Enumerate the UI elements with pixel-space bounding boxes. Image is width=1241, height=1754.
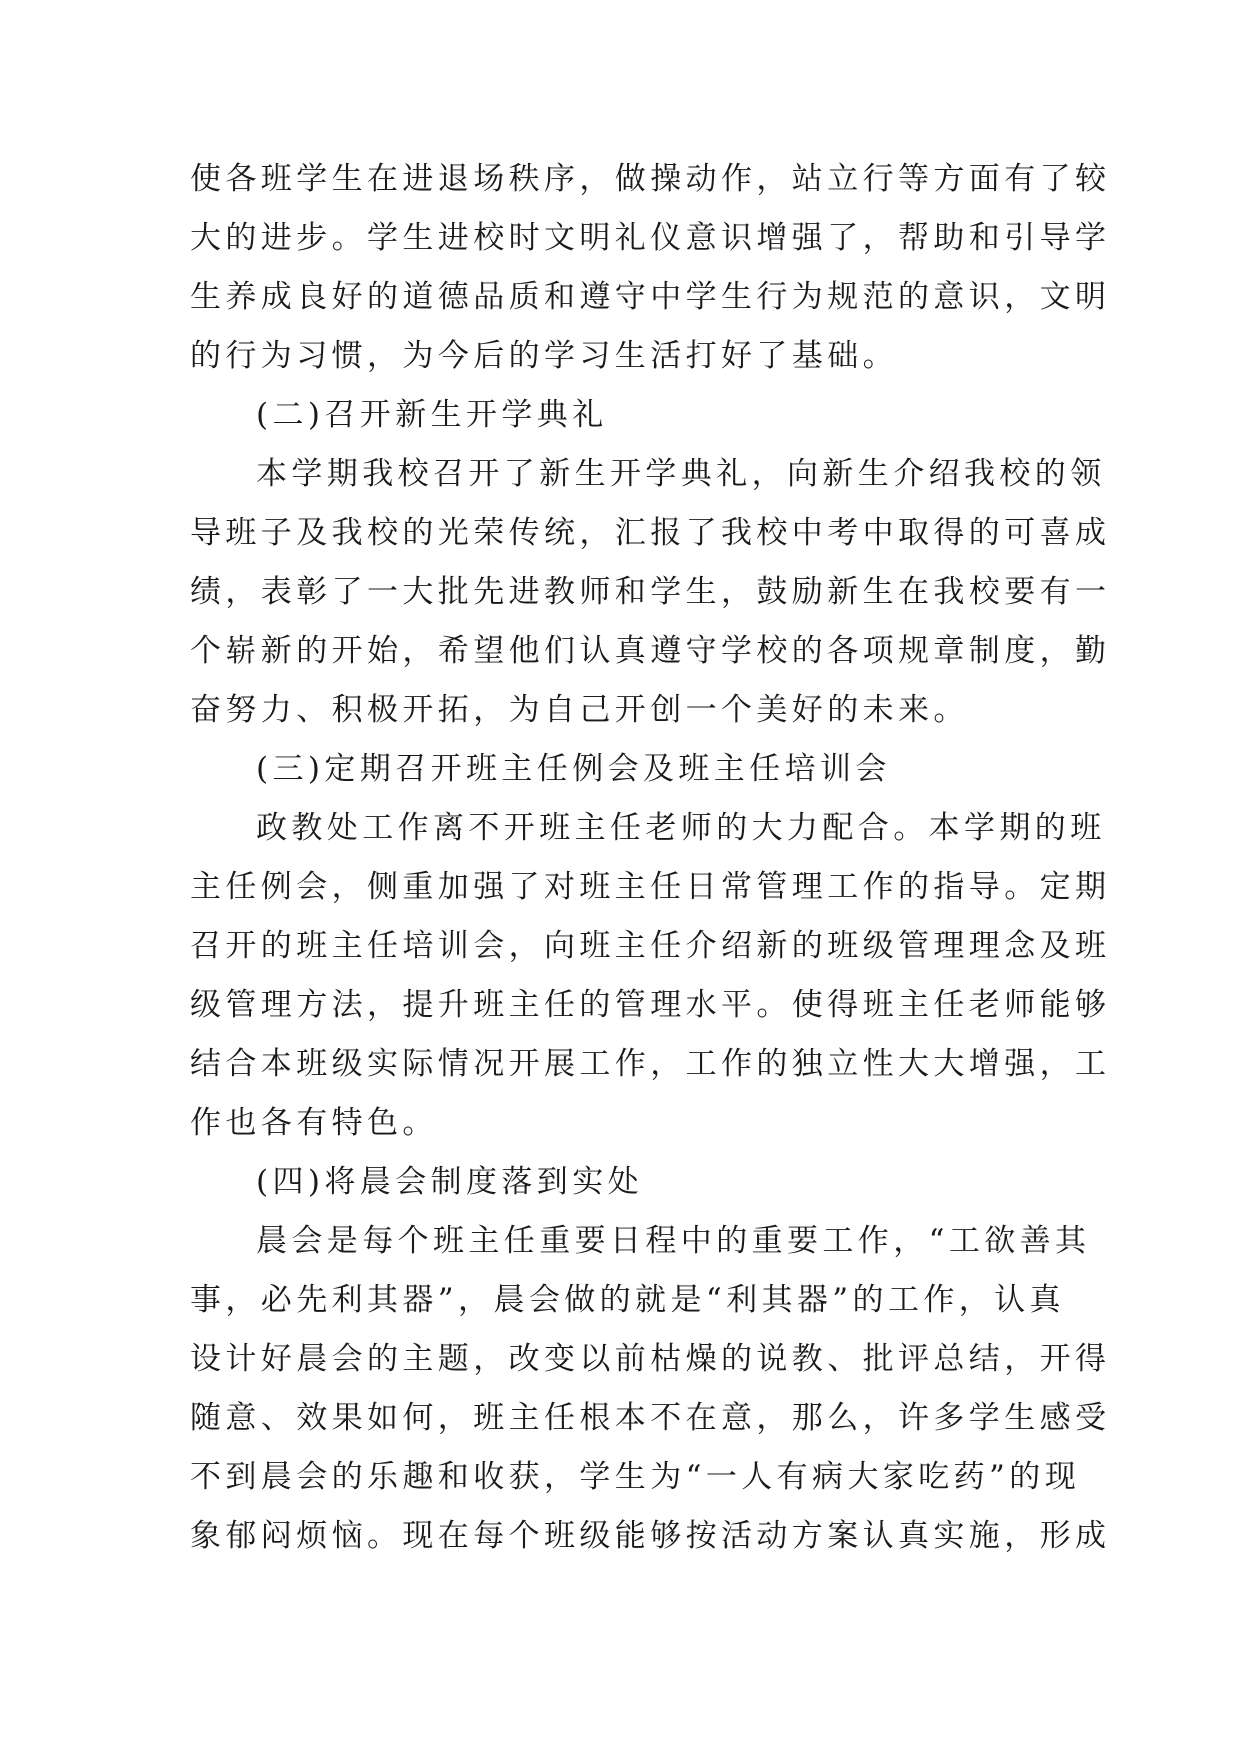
body-line: 随意、效果如何，班主任根本不在意，那么，许多学生感受: [190, 1400, 1111, 1436]
body-line: 生养成良好的道德品质和遵守中学生行为规范的意识，文明: [190, 279, 1111, 315]
body-line: 作也各有特色。: [190, 1105, 438, 1141]
body-line: 设计好晨会的主题，改变以前枯燥的说教、批评总结，开得: [190, 1341, 1111, 1377]
section-heading-2: (二)召开新生开学典礼: [256, 397, 608, 433]
section-heading-4: (四)将晨会制度落到实处: [256, 1164, 643, 1200]
body-line: 象郁闷烦恼。现在每个班级能够按活动方案认真实施，形成: [190, 1518, 1111, 1554]
body-line: 导班子及我校的光荣传统，汇报了我校中考中取得的可喜成: [190, 515, 1111, 551]
body-line: 不到晨会的乐趣和收获，学生为“一人有病大家吃药”的现: [190, 1459, 1081, 1495]
body-line: 大的进步。学生进校时文明礼仪意识增强了，帮助和引导学: [190, 220, 1111, 256]
body-line: 本学期我校召开了新生开学典礼，向新生介绍我校的领: [256, 456, 1106, 492]
body-line: 事，必先利其器”，晨会做的就是“利其器”的工作，认真: [190, 1282, 1065, 1318]
body-line: 政教处工作离不开班主任老师的大力配合。本学期的班: [256, 810, 1106, 846]
body-line: 的行为习惯，为今后的学习生活打好了基础。: [190, 338, 898, 374]
body-line: 主任例会，侧重加强了对班主任日常管理工作的指导。定期: [190, 869, 1111, 905]
section-heading-3: (三)定期召开班主任例会及班主任培训会: [256, 751, 891, 787]
body-line: 召开的班主任培训会，向班主任介绍新的班级管理理念及班: [190, 928, 1111, 964]
document-body: [190, 150, 1111, 1566]
body-line: 级管理方法，提升班主任的管理水平。使得班主任老师能够: [190, 987, 1111, 1023]
body-line: 使各班学生在进退场秩序，做操动作，站立行等方面有了较: [190, 161, 1111, 197]
body-line: 结合本班级实际情况开展工作，工作的独立性大大增强，工: [190, 1046, 1111, 1082]
body-line: 个崭新的开始，希望他们认真遵守学校的各项规章制度，勤: [190, 633, 1111, 669]
body-line: 绩，表彰了一大批先进教师和学生，鼓励新生在我校要有一: [190, 574, 1111, 610]
body-line: 奋努力、积极开拓，为自己开创一个美好的未来。: [190, 692, 969, 728]
body-line: 晨会是每个班主任重要日程中的重要工作，“工欲善其: [256, 1223, 1091, 1259]
